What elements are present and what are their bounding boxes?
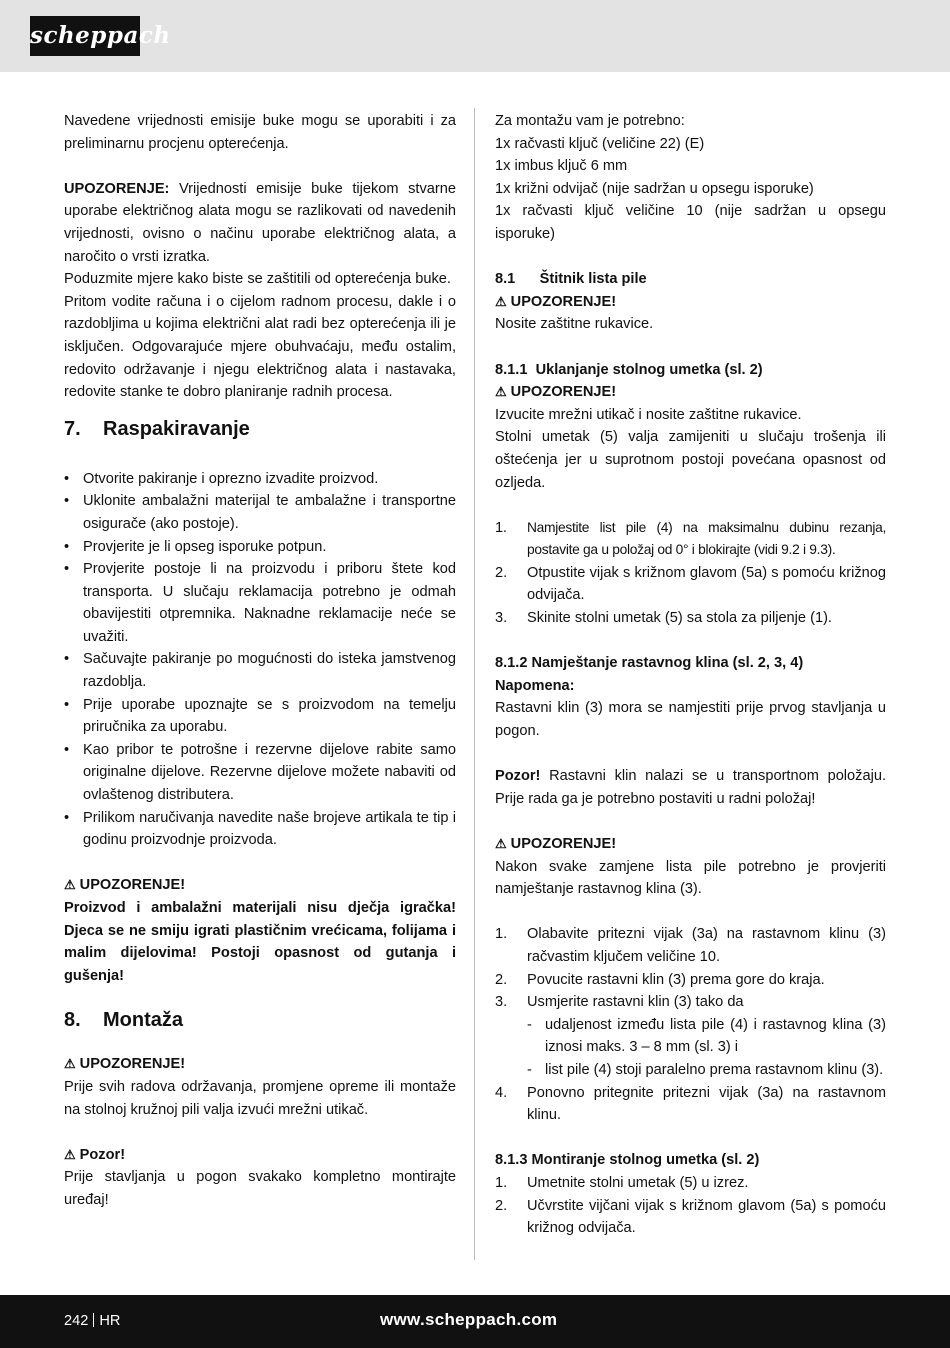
list-item: 1. Umetnite stolni umetak (5) u izrez. [495, 1174, 749, 1191]
list-item: • Prije uporabe upoznajte se s proizvodom na temelju priručnika za uporabu. [64, 694, 456, 739]
list-item: • Provjerite postoje li na proizvodu i priboru štete kod transporta. U slučaju reklamacija potrebno je odmah obavijestiti otpremnika. Naknadne reklamacije neće se uvažiti. [64, 558, 456, 648]
warning-triangle-icon: ⚠ [64, 1146, 76, 1162]
list-item: • Prilikom naručivanja navedite naše brojeve artikala te tip i godinu proizvodnje proizvoda. [64, 807, 456, 852]
subsection-heading: 8.1 Štitnik lista pile [495, 271, 647, 288]
left-column [64, 110, 456, 1212]
paragraph: Navedene vrijednosti emisije buke mogu se uporabiti i za preliminarnu procjenu opterećenja. [64, 113, 456, 152]
caution-text: Prije stavljanja u pogon svakako kompletno montirajte uređaj! [64, 1169, 456, 1208]
paragraph: Stolni umetak (5) valja zamijeniti u slučaju trošenja ili oštećenja jer u suprotnom postoji povećana opasnost od ozljeda. [495, 429, 886, 491]
paragraph: Izvucite mrežni utikač i nosite zaštitne rukavice. [495, 406, 802, 423]
website-link[interactable]: www.scheppach.com [380, 1310, 558, 1329]
warning-heading: ⚠ UPOZORENJE! [64, 874, 456, 897]
numbered-list [495, 517, 886, 630]
warning-triangle-icon: ⚠ [495, 836, 507, 851]
list-item: 1. Namjestite list pile (4) na maksimalnu dubinu rezanja, postavite ga u položaj od 0° i blokirajte (vidi 9.2 i 9.3). [495, 519, 886, 558]
list-item: 1. Olabavite pritezni vijak (3a) na rastavnom klinu (3) račvastim ključem veličine 10. [495, 926, 886, 965]
list-item: • Sačuvajte pakiranje po mogućnosti do isteka jamstvenog razdoblja. [64, 648, 456, 693]
bullet: • [64, 809, 70, 826]
bullet: • [64, 493, 70, 510]
column-divider [474, 108, 475, 1260]
section-heading-7 [64, 416, 456, 442]
numbered-list [495, 1172, 886, 1240]
separator [93, 1313, 94, 1327]
warning-heading: ⚠ UPOZORENJE! [495, 291, 886, 314]
sub-list-item: - udaljenost između lista pile (4) i rastavnog klina (3) iznosi maks. 3 – 8 mm (sl. 3) i [527, 1016, 886, 1056]
subsection-heading: 8.1.3 Montiranje stolnog umetka (sl. 2) [495, 1152, 760, 1169]
warning-text: Prije svih radova održavanja, promjene opreme ili montaže na stolnoj kružnoj pili valja izvući mrežni utikač. [64, 1078, 456, 1118]
subsection-heading: 8.1.2 Namještanje rastavnog klina (sl. 2, 3, 4) [495, 655, 804, 672]
warning-heading: ⚠ UPOZORENJE! [64, 1053, 456, 1076]
tool-item: 1x križni odvijač (nije sadržan u opsegu isporuke) [495, 180, 814, 197]
tool-item: 1x račvasti ključ veličine 10 (nije sadržan u opsegu isporuke) [495, 203, 886, 242]
warning-heading: ⚠ UPOZORENJE! [495, 381, 886, 404]
list-item: 3. Skinite stolni umetak (5) sa stola za piljenje (1). [495, 610, 832, 627]
warning-triangle-icon: ⚠ [64, 1056, 76, 1072]
section-number: 8. [64, 1009, 81, 1032]
bullet: • [64, 561, 70, 578]
section-title: Montaža [103, 1009, 183, 1032]
warning-paragraph [64, 178, 456, 268]
list-item: • Otvorite pakiranje i oprezno izvadite proizvod. [64, 468, 456, 491]
paragraph: Pritom vodite računa i o cijelom radnom procesu, dakle i o razdobljima u kojima električni alat radi bez opterećenja ili je isključen. Odgovarajuće mjere obuhvaćaju, među ostalim, redovito održavanje i njegu električnog alata i nastavaka, redovite stanke te dobro planiranje radnih procesa. [64, 293, 456, 401]
bullet-list [64, 468, 456, 852]
caution-heading: ⚠ Pozor! [64, 1144, 456, 1167]
bullet: • [64, 470, 70, 487]
warning-text: Proizvod i ambalažni materijali nisu dječja igračka! Djeca se ne smiju igrati plastičnim vrećicama, folijama i malim dijelovima! Postoji opasnost od gutanja i gušenja! [64, 900, 456, 984]
paragraph: Rastavni klin (3) mora se namjestiti prije prvog stavljanja u pogon. [495, 700, 886, 740]
paragraph: Nosite zaštitne rukavice. [495, 316, 654, 333]
sub-list-item: - list pile (4) stoji paralelno prema rastavnom klinu (3). [527, 1061, 884, 1078]
paragraph: Poduzmite mjere kako biste se zaštitili od opterećenja buke. [64, 271, 451, 288]
tool-item: 1x račvasti ključ (veličine 22) (E) [495, 135, 705, 152]
list-item: • Provjerite je li opseg isporuke potpun. [64, 536, 456, 559]
warning-text: Vrijednosti emisije buke tijekom stvarne uporabe električnog alata mogu se razlikovati od navedenih vrijednosti, ovisno o načinu uporabe električnog alata, a naročito o vrsti izratka. [64, 180, 456, 265]
list-item: 2. Otpustite vijak s križnom glavom (5a) s pomoću križnog odvijača. [495, 564, 886, 604]
section-number: 7. [64, 417, 81, 440]
bullet: • [64, 538, 70, 555]
bullet: • [64, 651, 70, 668]
page-number: 242 HR [64, 1313, 121, 1329]
list-item: 4. Ponovno pritegnite pritezni vijak (3a) na rastavnom klinu. [495, 1084, 886, 1124]
caution-paragraph: Pozor! Rastavni klin nalazi se u transportnom položaju. Prije rada ga je potrebno postaviti u radni položaj! [495, 768, 886, 807]
numbered-list [495, 923, 886, 1126]
header-bar [0, 0, 950, 72]
right-column [495, 110, 886, 1240]
list-item: • Kao pribor te potrošne i rezervne dijelove rabite samo originalne dijelove. Rezervne dijelove možete nabaviti od ovlaštenog distributera. [64, 739, 456, 807]
list-item: 3. Usmjerite rastavni klin (3) tako da [495, 994, 744, 1011]
paragraph: Nakon svake zamjene lista pile potrebno je provjeriti namještanje rastavnog klina (3). [495, 858, 886, 898]
warning-triangle-icon: ⚠ [495, 384, 507, 400]
bullet: • [64, 696, 70, 713]
footer-bar [0, 1295, 950, 1348]
bullet: • [64, 741, 70, 758]
scheppach-logo: scheppach [30, 16, 140, 56]
warning-triangle-icon: ⚠ [495, 293, 507, 309]
list-item: 2. Učvrstite vijčani vijak s križnom glavom (5a) s pomoću križnog odvijača. [495, 1197, 886, 1237]
section-title: Raspakiravanje [103, 417, 250, 440]
warning-label: UPOZORENJE: [64, 180, 170, 197]
warning-triangle-icon: ⚠ [64, 877, 76, 893]
paragraph: Za montažu vam je potrebno: [495, 113, 685, 129]
warning-heading: ⚠ UPOZORENJE! [495, 833, 886, 856]
list-item: 2. Povucite rastavni klin (3) prema gore do kraja. [495, 971, 825, 988]
subsection-heading: 8.1.1 Uklanjanje stolnog umetka (sl. 2) [495, 361, 763, 378]
list-item: • Uklonite ambalažni materijal te ambalažne i transportne osigurače (ako postoje). [64, 490, 456, 535]
note-label: Napomena: [495, 677, 575, 694]
tool-item: 1x imbus ključ 6 mm [495, 158, 628, 175]
section-heading-8 [64, 1007, 456, 1033]
